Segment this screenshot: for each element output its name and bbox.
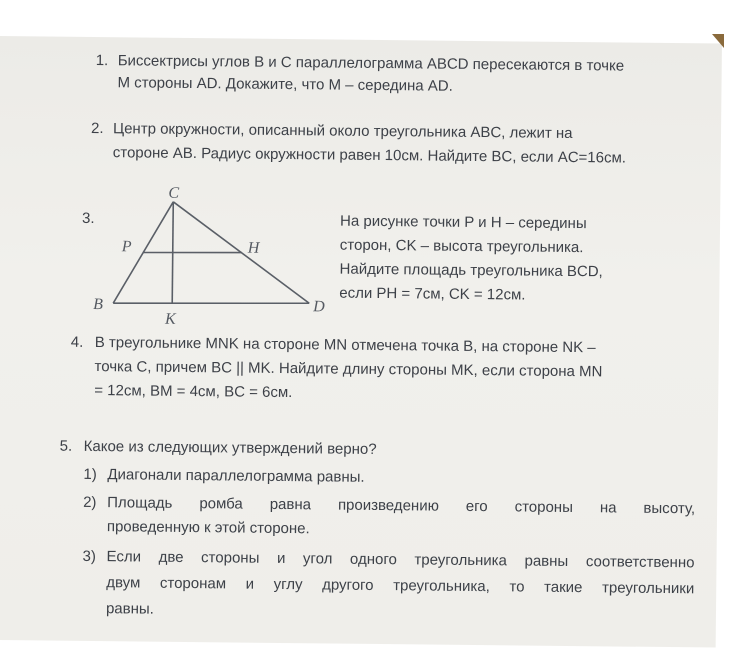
- task-2: [90, 117, 671, 167]
- midline-ph: [143, 252, 242, 254]
- task-3-line-3: Найдите площадь треугольника BCD,: [339, 260, 603, 281]
- label-b: B: [93, 295, 104, 314]
- label-d: D: [313, 298, 325, 316]
- height-ck: [172, 202, 173, 303]
- side-bd: [113, 301, 309, 305]
- task-3-line-1: На рисунке точки P и H – середины: [339, 212, 587, 233]
- task-2-number: 2.: [90, 119, 104, 138]
- page-corner: [712, 34, 724, 48]
- task-1-line-1: Биссектрисы углов B и C параллелограмма ABCD пересекаются в точке: [117, 52, 625, 75]
- task-1-number: 1.: [95, 52, 109, 70]
- option-2-number: 2): [83, 493, 97, 512]
- task-2-line-2: стороне AB. Радиус окружности равен 10см. Найдите BC, если AC=16см.: [112, 144, 627, 167]
- option-2-line-1: Площадь ромба равна произведению его стороны на высоту,: [107, 494, 696, 518]
- option-1-line-1: Диагонали параллелограмма равны.: [107, 466, 365, 486]
- option-3-line-2: двум сторонам и углу другого треугольника, то такие треугольники: [106, 574, 695, 598]
- option-3-number: 3): [82, 547, 96, 566]
- task-3-line-4: если PH = 7см, CK = 12см.: [339, 284, 526, 304]
- task-2-line-1: Центр окружности, описанный около треугольника ABC, лежит на: [112, 120, 573, 143]
- task-1-line-2: M стороны AD. Докажите, что M – середина AD.: [117, 74, 453, 95]
- task-3-line-2: сторон, CK – высота треугольника.: [339, 236, 584, 257]
- task-5-question: Какое из следующих утверждений верно?: [83, 437, 377, 458]
- task-4-line-1: В треугольнике MNK на стороне MN отмечена точка B, на стороне NK –: [94, 334, 596, 357]
- task-3-number: 3.: [82, 209, 95, 228]
- task-5-number: 5.: [59, 437, 73, 455]
- label-h: H: [247, 239, 260, 257]
- option-1-number: 1): [83, 465, 97, 484]
- label-k: K: [164, 310, 176, 328]
- option-3-line-1: Если две стороны и угол одного треугольника равны соответственно: [106, 548, 695, 572]
- triangle-figure: [81, 179, 333, 332]
- task-1: [95, 49, 656, 95]
- option-3-line-3: равны.: [105, 600, 154, 618]
- task-5: [59, 435, 700, 618]
- worksheet-photo: [0, 36, 722, 648]
- label-c: C: [168, 184, 180, 202]
- label-p: P: [121, 238, 132, 256]
- task-4-number: 4.: [70, 333, 84, 351]
- task-4-line-2: точка C, причем BC || MK. Найдите длину стороны MK, если сторона MN: [94, 358, 603, 381]
- option-2-line-2: проведенную к этой стороне.: [106, 518, 310, 538]
- task-4-line-3: = 12см, BM = 4см, BC = 6см.: [94, 382, 293, 402]
